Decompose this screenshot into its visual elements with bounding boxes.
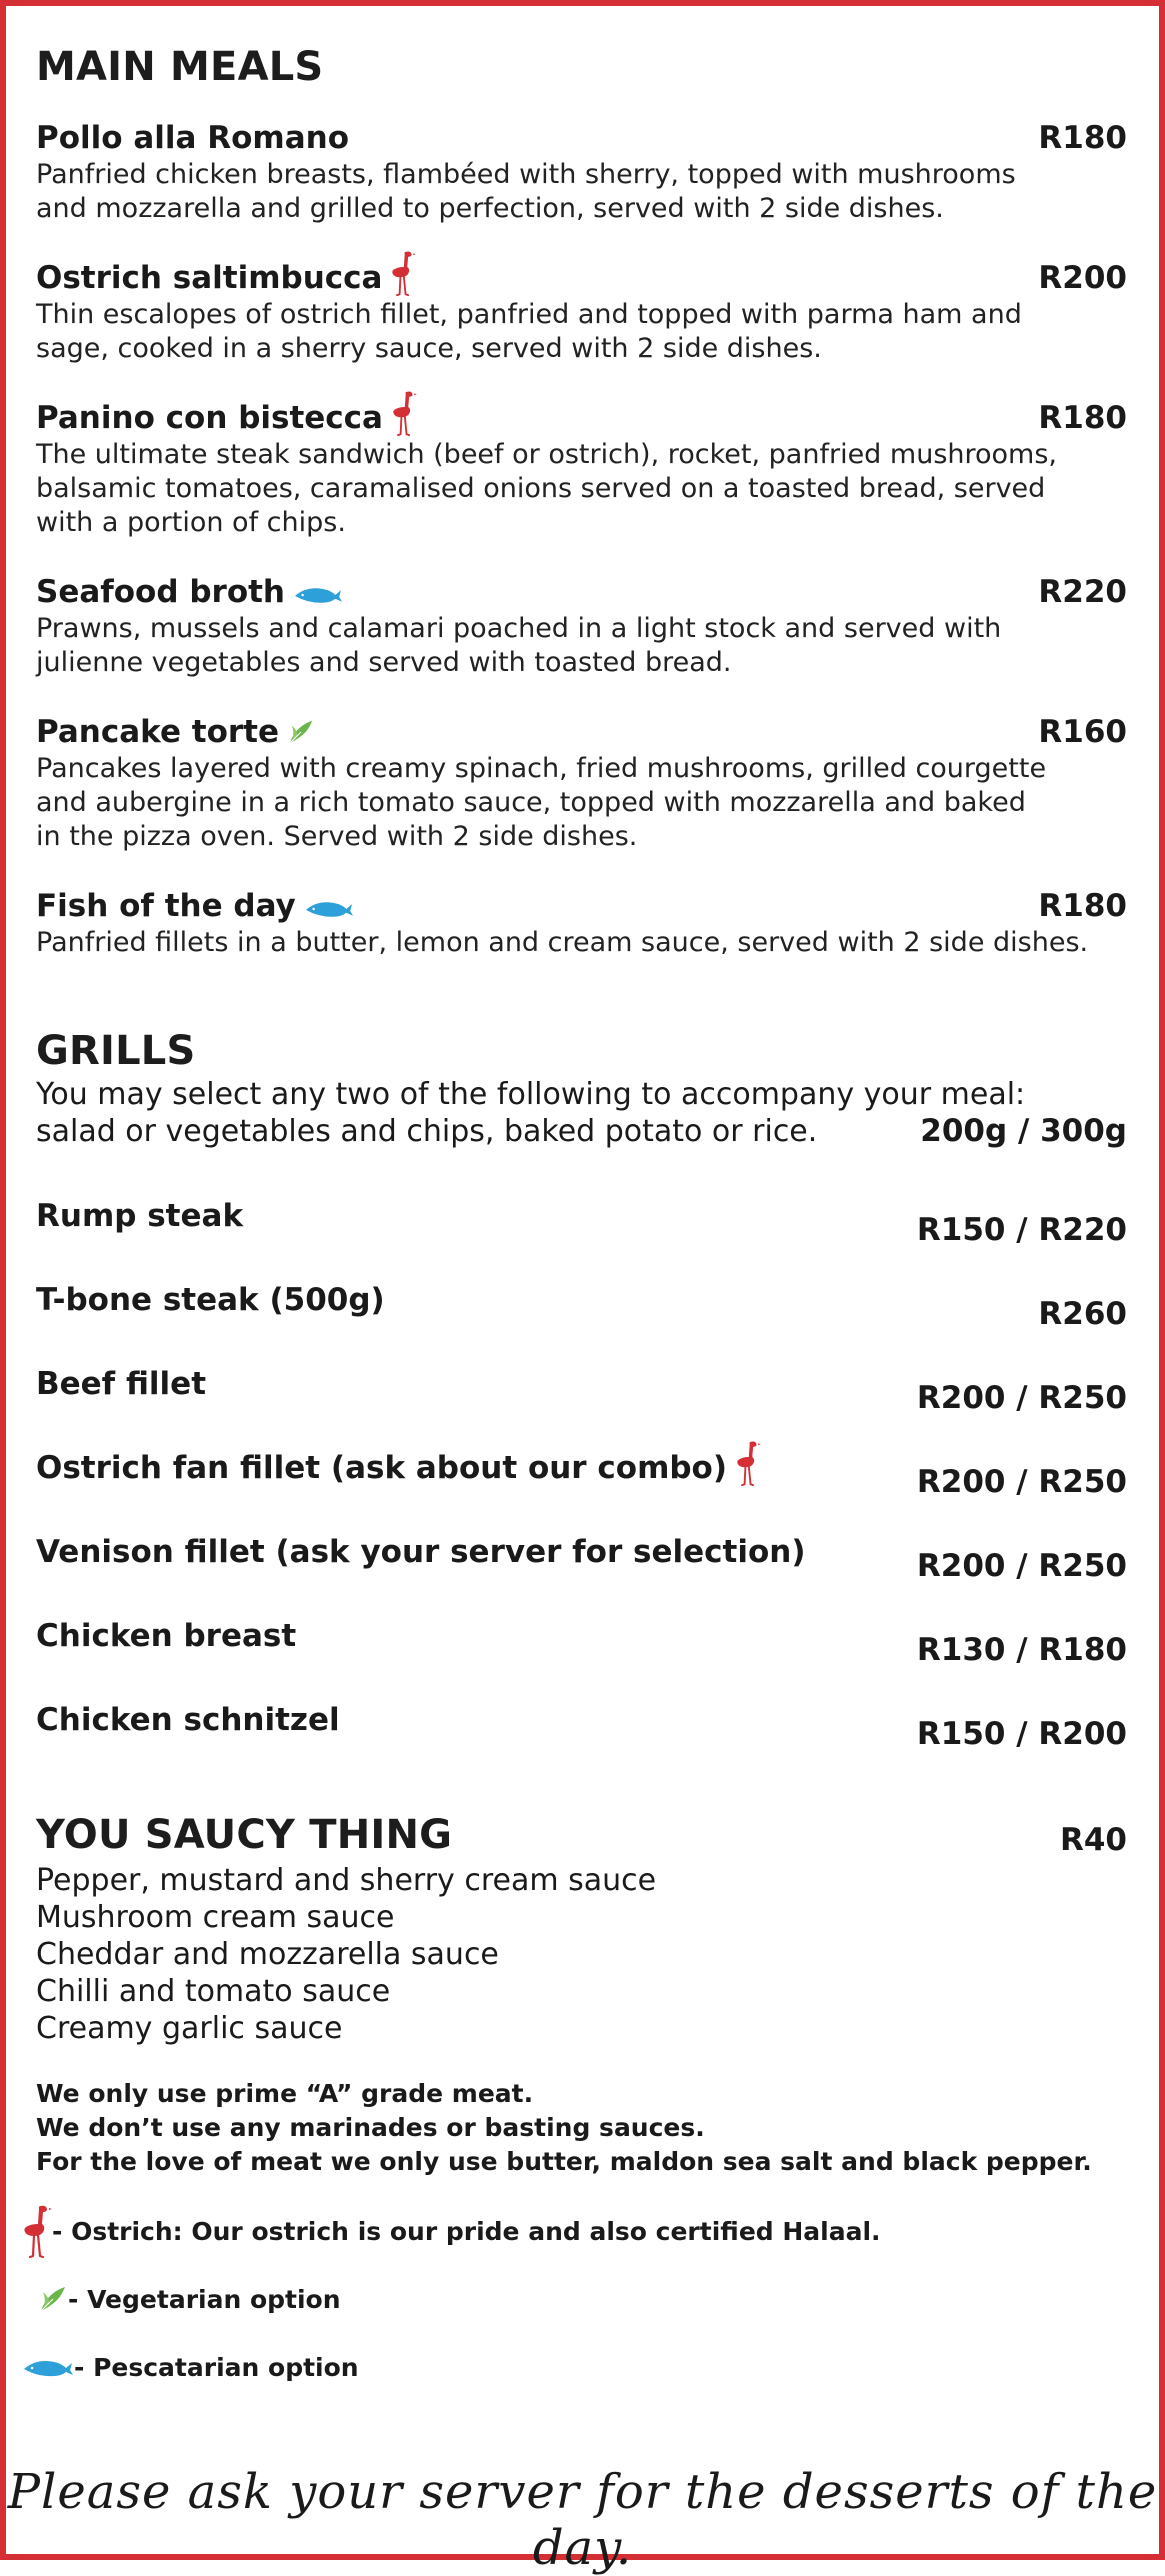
desc-line: The ultimate steak sandwich (beef or ostrich), rocket, panfried mushrooms, bbox=[36, 439, 1057, 470]
list-item: Chilli and tomato sauce bbox=[36, 1974, 391, 2009]
legend-text: - Ostrich: Our ostrich is our pride and also certified Halaal. bbox=[52, 2216, 881, 2246]
item-name: Venison fillet (ask your server for selection) bbox=[36, 1534, 806, 1570]
item-price: R180 bbox=[1038, 888, 1127, 924]
ostrich-icon bbox=[390, 250, 416, 296]
sauce-price: R40 bbox=[1059, 1822, 1127, 1858]
sauce-list bbox=[36, 1862, 1127, 2047]
list-item: Cheddar and mozzarella sauce bbox=[36, 1937, 499, 1972]
desc-line: Pancakes layered with creamy spinach, fried mushrooms, grilled courgette bbox=[36, 753, 1047, 784]
note-line: We don’t use any marinades or basting sauces. bbox=[36, 2113, 705, 2142]
item-price: R220 bbox=[1038, 574, 1127, 610]
grill-item bbox=[36, 1354, 1127, 1416]
note-line: For the love of meat we only use butter, maldon sea salt and black pepper. bbox=[36, 2147, 1092, 2176]
icon-legend bbox=[36, 2197, 1127, 2401]
item-price: R160 bbox=[1038, 714, 1127, 750]
desserts-footer: Please ask your server for the desserts of the day. bbox=[7, 2464, 1158, 2576]
leaf-icon bbox=[287, 718, 315, 746]
legend-row bbox=[22, 2333, 1127, 2401]
grills-section bbox=[36, 1028, 1127, 1752]
item-name: Chicken schnitzel bbox=[36, 1702, 340, 1738]
item-name: Beef fillet bbox=[36, 1366, 207, 1402]
main-meals-title: MAIN MEALS bbox=[36, 44, 324, 90]
grill-item bbox=[36, 1270, 1127, 1332]
item-description bbox=[36, 438, 1127, 540]
item-name: Fish of the day bbox=[36, 888, 296, 924]
legend-row bbox=[22, 2197, 1127, 2265]
desc-line: and mozzarella and grilled to perfection, served with 2 side dishes. bbox=[36, 193, 944, 224]
desc-line: and aubergine in a rich tomato sauce, topped with mozzarella and baked bbox=[36, 787, 1026, 818]
item-price: R200 / R250 bbox=[916, 1380, 1127, 1416]
item-price: R200 / R250 bbox=[916, 1464, 1127, 1500]
desc-line: sage, cooked in a sherry sauce, served with 2 side dishes. bbox=[36, 333, 822, 364]
sauces-section bbox=[36, 1812, 1127, 2401]
item-price: R150 / R200 bbox=[916, 1716, 1127, 1752]
desc-line: with a portion of chips. bbox=[36, 507, 346, 538]
desc-line: Panfried fillets in a butter, lemon and cream sauce, served with 2 side dishes. bbox=[36, 927, 1089, 958]
ostrich-icon bbox=[22, 2204, 52, 2258]
item-description bbox=[36, 298, 1127, 366]
item-description bbox=[36, 158, 1127, 226]
menu-item bbox=[36, 568, 1127, 680]
desc-line: julienne vegetables and served with toasted bread. bbox=[36, 647, 732, 678]
grill-item bbox=[36, 1186, 1127, 1248]
menu-item bbox=[36, 708, 1127, 854]
legend-text: - Vegetarian option bbox=[68, 2284, 341, 2314]
leaf-icon bbox=[38, 2284, 68, 2314]
portion-sizes: 200g / 300g bbox=[920, 1113, 1127, 1149]
item-price: R130 / R180 bbox=[916, 1632, 1127, 1668]
item-name: Panino con bistecca bbox=[36, 400, 383, 436]
grill-item bbox=[36, 1438, 1127, 1500]
desc-line: balsamic tomatoes, caramalised onions served on a toasted bread, served bbox=[36, 473, 1046, 504]
item-name: Seafood broth bbox=[36, 574, 285, 610]
menu-item bbox=[36, 254, 1127, 366]
item-description bbox=[36, 926, 1127, 960]
desc-line: Panfried chicken breasts, flambéed with sherry, topped with mushrooms bbox=[36, 159, 1016, 190]
intro-line: salad or vegetables and chips, baked potato or rice. bbox=[36, 1114, 818, 1149]
main-meals-section bbox=[36, 44, 1127, 960]
legend-text: - Pescatarian option bbox=[74, 2352, 359, 2382]
fish-icon bbox=[304, 898, 354, 918]
item-name: Ostrich saltimbucca bbox=[36, 260, 383, 296]
menu-item bbox=[36, 882, 1127, 960]
menu-item bbox=[36, 394, 1127, 540]
fish-icon bbox=[22, 2357, 74, 2377]
grill-item bbox=[36, 1606, 1127, 1668]
note-line: We only use prime “A” grade meat. bbox=[36, 2079, 534, 2108]
grills-intro bbox=[36, 1076, 1127, 1150]
item-name: Rump steak bbox=[36, 1198, 244, 1234]
grill-item bbox=[36, 1522, 1127, 1584]
ostrich-icon bbox=[391, 390, 417, 436]
desc-line: in the pizza oven. Served with 2 side dishes. bbox=[36, 821, 638, 852]
item-name: Ostrich fan fillet (ask about our combo) bbox=[36, 1450, 728, 1486]
item-name: Pollo alla Romano bbox=[36, 120, 349, 156]
item-name: Chicken breast bbox=[36, 1618, 297, 1654]
item-name: Pancake torte bbox=[36, 714, 280, 750]
item-price: R200 / R250 bbox=[916, 1548, 1127, 1584]
sauces-title: YOU SAUCY THING bbox=[36, 1812, 453, 1858]
desc-line: Thin escalopes of ostrich fillet, panfried and topped with parma ham and bbox=[36, 299, 1022, 330]
item-description bbox=[36, 752, 1127, 854]
meat-notes bbox=[36, 2077, 1127, 2179]
fish-icon bbox=[293, 584, 343, 604]
item-price: R260 bbox=[1038, 1296, 1127, 1332]
item-name: T-bone steak (500g) bbox=[36, 1282, 385, 1318]
list-item: Pepper, mustard and sherry cream sauce bbox=[36, 1863, 657, 1898]
menu-item bbox=[36, 114, 1127, 226]
list-item: Creamy garlic sauce bbox=[36, 2011, 343, 2046]
grill-item bbox=[36, 1690, 1127, 1752]
item-price: R150 / R220 bbox=[916, 1212, 1127, 1248]
intro-line: You may select any two of the following to accompany your meal: bbox=[36, 1077, 1026, 1112]
grills-title: GRILLS bbox=[36, 1028, 196, 1074]
item-price: R200 bbox=[1038, 260, 1127, 296]
ostrich-icon bbox=[735, 1440, 761, 1486]
desc-line: Prawns, mussels and calamari poached in a light stock and served with bbox=[36, 613, 1002, 644]
list-item: Mushroom cream sauce bbox=[36, 1900, 395, 1935]
item-price: R180 bbox=[1038, 120, 1127, 156]
legend-row bbox=[22, 2265, 1127, 2333]
item-description bbox=[36, 612, 1127, 680]
item-price: R180 bbox=[1038, 400, 1127, 436]
